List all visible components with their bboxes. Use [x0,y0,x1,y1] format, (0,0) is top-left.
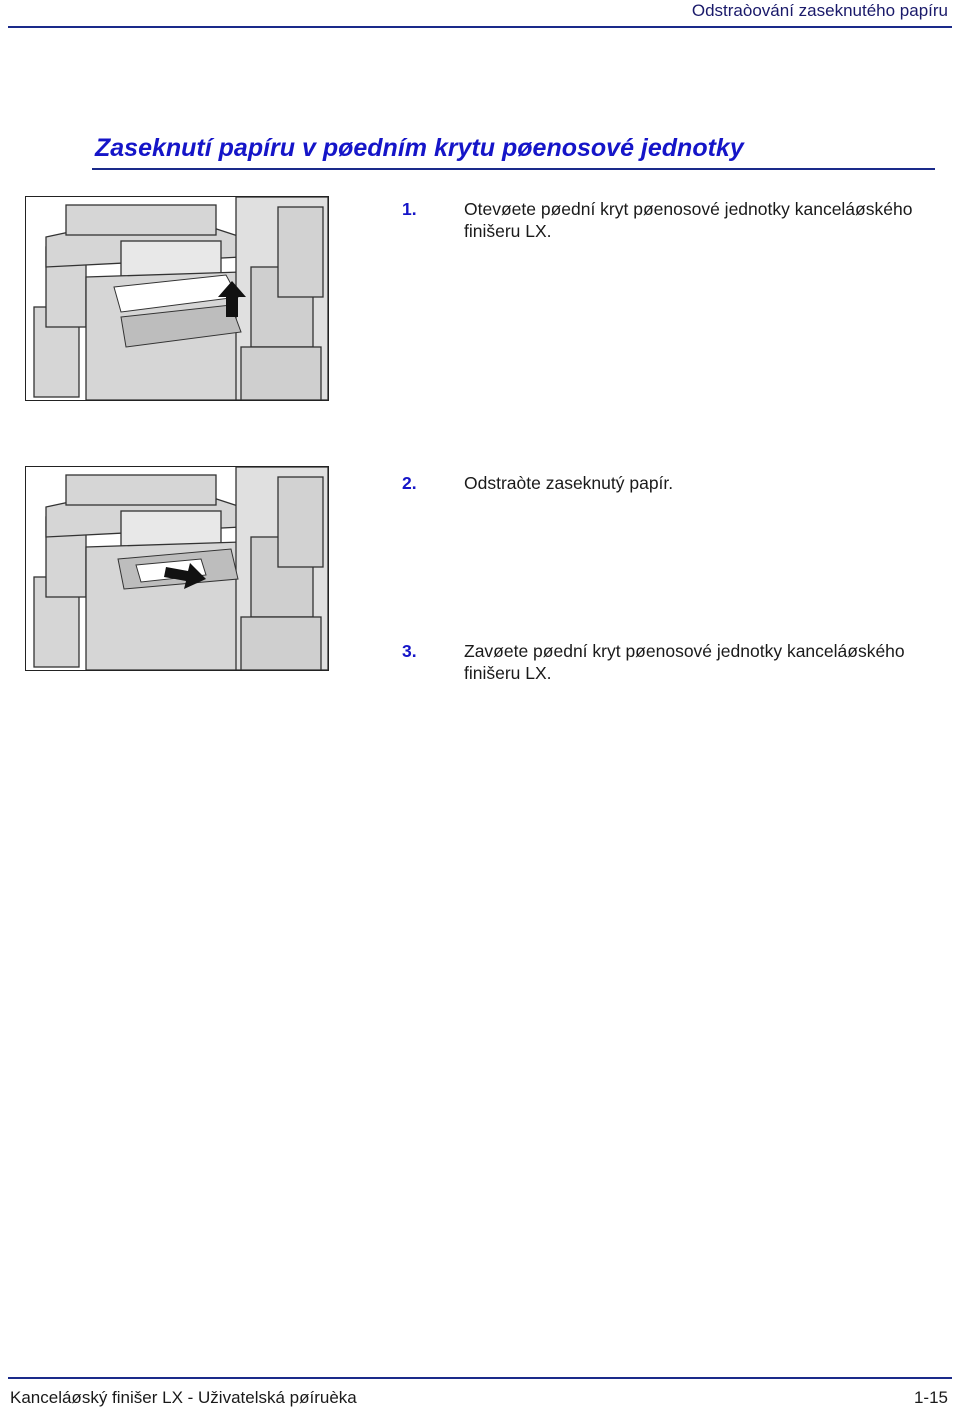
step-number: 2. [402,473,417,493]
footer-document-title: Kanceláøský finišer LX - Uživatelská pøíruèka [10,1388,357,1407]
footer-page-number: 1-15 [913,1388,948,1407]
step-text: Odstraòte zaseknutý papír. [464,473,674,493]
step-text: Zavøete pøední kryt pøenosové jednotky kanceláøského finišeru LX. [464,641,905,683]
step-number: 3. [402,641,417,661]
section-title: Zaseknutí papíru v pøedním krytu pøenosové jednotky [95,134,744,162]
printer-illustration [26,197,328,400]
printer-illustration [26,467,328,670]
footer-rule [8,1377,952,1379]
title-rule [92,168,935,170]
step-number: 1. [402,199,417,219]
running-head: Odstraòování zaseknutého papíru [691,1,948,20]
figure-open-cover [25,196,329,401]
header-rule [8,26,952,28]
figure-remove-paper [25,466,329,671]
step-text: Otevøete pøední kryt pøenosové jednotky kanceláøského finišeru LX. [464,199,913,241]
